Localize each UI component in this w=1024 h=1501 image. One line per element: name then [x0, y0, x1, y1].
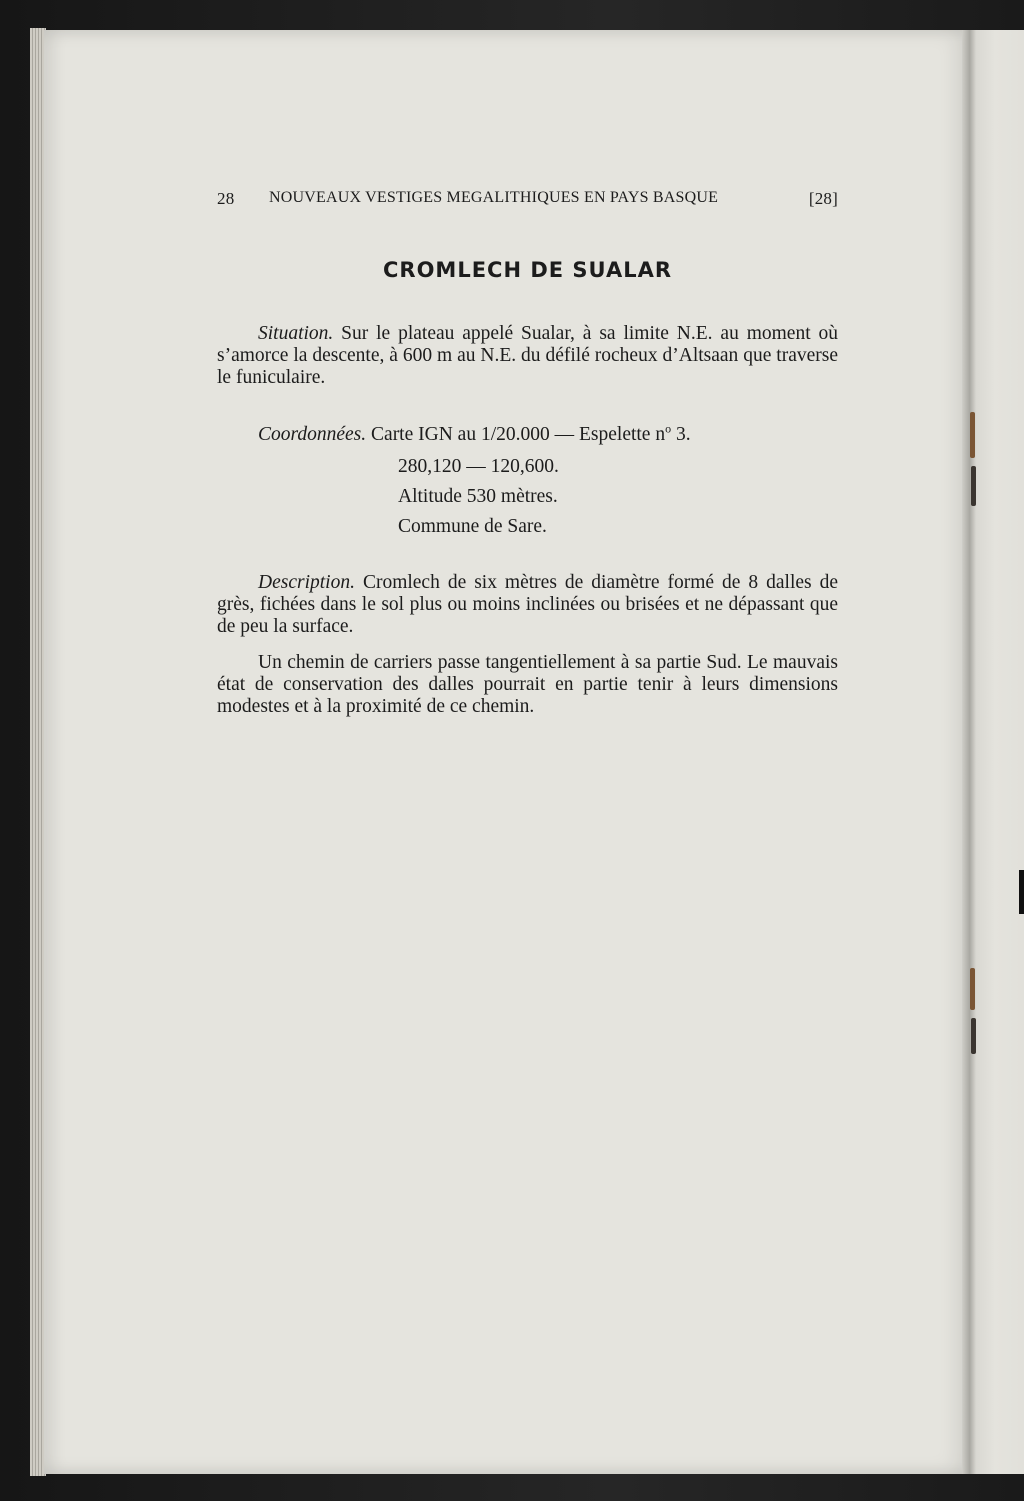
page-number: 28	[217, 189, 235, 208]
situation-paragraph	[217, 323, 838, 389]
book-page	[44, 30, 972, 1474]
facing-page-edge	[976, 30, 1024, 1474]
running-header	[217, 189, 838, 213]
binding-staple	[971, 1018, 976, 1054]
book-gutter	[962, 30, 976, 1474]
coordinates-map-text: Carte IGN au 1/20.000 — Espelette n	[371, 424, 666, 445]
coordinates-map-sheet: 3.	[671, 424, 691, 445]
coordinates-line-xy: 280,120 — 120,600.	[398, 456, 559, 477]
coordinates-line-commune: Commune de Sare.	[398, 516, 547, 537]
running-title: NOUVEAUX VESTIGES MEGALITHIQUES EN PAYS BASQUE	[269, 189, 719, 206]
section-title: CROMLECH DE SUALAR	[382, 258, 673, 282]
edge-mark	[1019, 870, 1024, 914]
chemin-paragraph: Un chemin de carriers passe tangentiellement à sa partie Sud. Le mauvais état de conservation des dalles pourrait en partie tenir à leurs dimensions modestes et à la proximité de ce chemin.	[217, 652, 838, 717]
description-label: Description.	[258, 572, 355, 593]
coordinates-line-map	[258, 421, 691, 446]
coordinates-label: Coordonnées.	[258, 424, 367, 445]
description-paragraph	[217, 572, 838, 638]
situation-label: Situation.	[258, 323, 334, 344]
coordinates-sup: o	[665, 421, 672, 436]
description-text: Cromlech de six mètres de diamètre formé de 8 dalles de grès, fichées dans le sol plus ou moins inclinées ou brisées et ne dépassant que de peu la surface.	[217, 572, 838, 637]
coordinates-line-altitude: Altitude 530 mètres.	[398, 486, 558, 507]
page-reference: [28]	[808, 189, 838, 208]
binding-staple	[970, 968, 975, 1010]
situation-text: Sur le plateau appelé Sualar, à sa limite N.E. au moment où s’amorce la descente, à 600 m au N.E. du défilé rocheux d’Altsaan que traverse le funiculaire.	[217, 323, 838, 388]
binding-staple	[970, 412, 975, 458]
binding-staple	[971, 466, 976, 506]
